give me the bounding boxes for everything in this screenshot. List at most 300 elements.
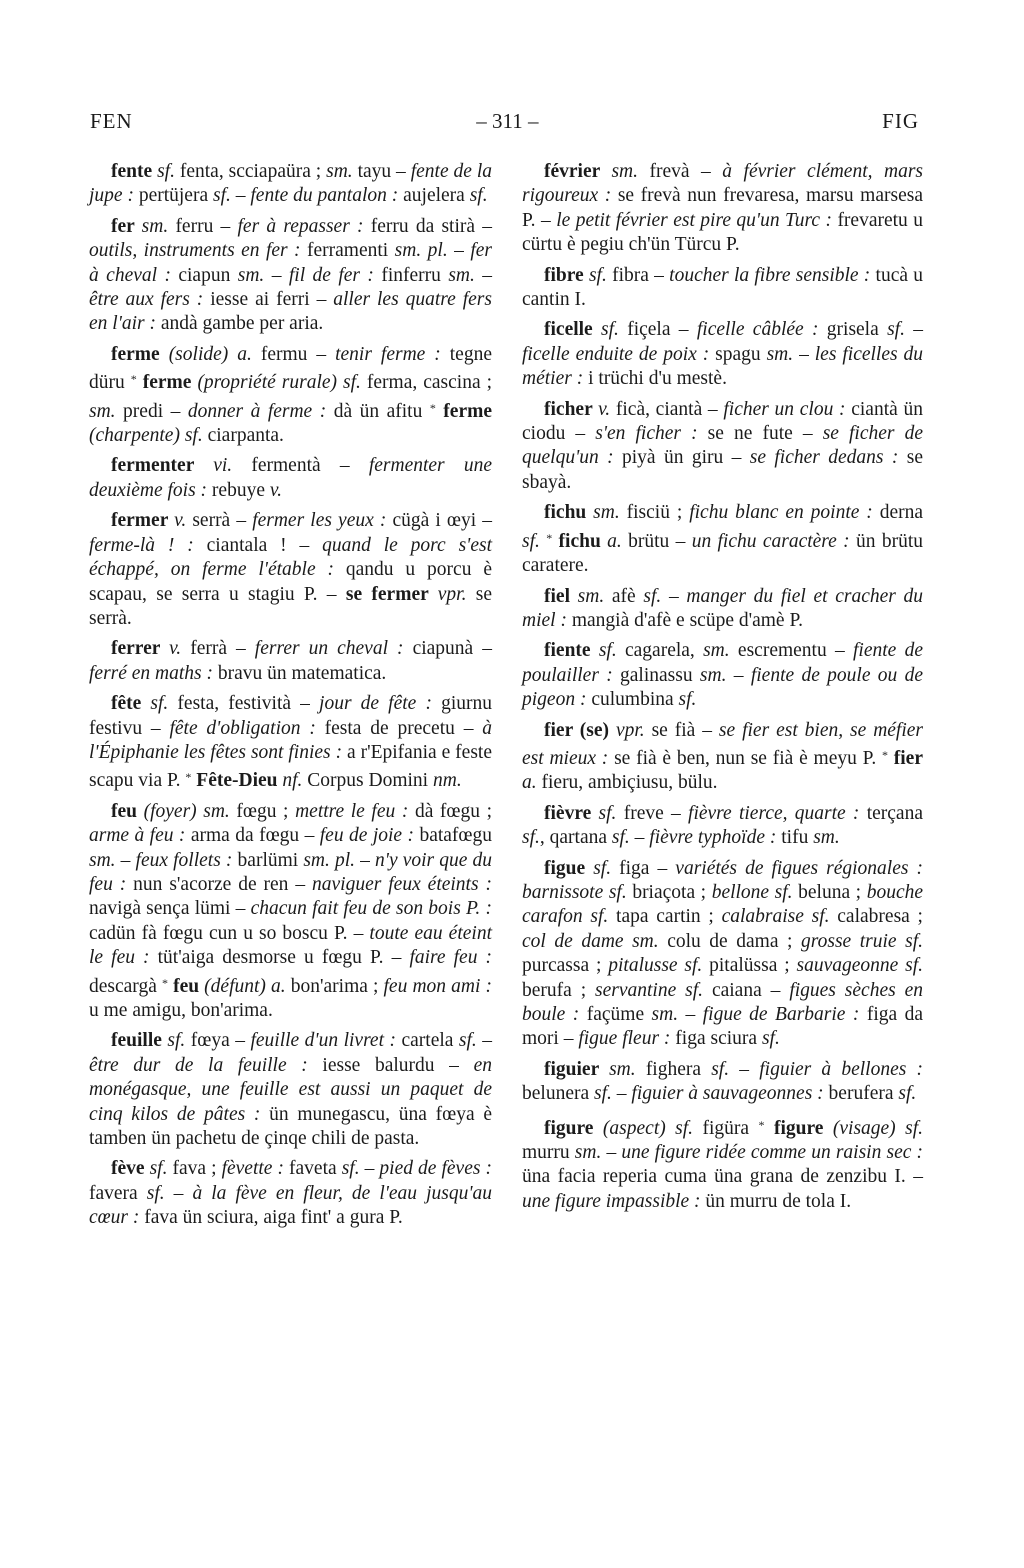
page-number: – 311 – xyxy=(476,109,539,133)
headword: ficher xyxy=(544,398,599,420)
entry-text: à la fève en fleur, de l'eau jusqu'au cœur : xyxy=(89,1182,493,1229)
entry-text: fermenter une deuxième fois : xyxy=(89,455,492,501)
headword: ferme xyxy=(111,343,169,365)
entry-fiente xyxy=(522,639,923,712)
entry-text: barlümi xyxy=(237,849,304,871)
entry-text: (défunt) a. xyxy=(204,975,291,997)
entry-text: escrementu – xyxy=(737,640,854,662)
entry-text: calabraise sf. xyxy=(721,906,838,928)
headword: fichu xyxy=(544,502,594,524)
entry-text: tayu – xyxy=(357,161,411,182)
entry-text: ciapunà – xyxy=(412,638,492,660)
headword: feu xyxy=(111,800,144,822)
entry-text: – xyxy=(616,1083,632,1105)
entry-text: – xyxy=(799,343,815,365)
entry-text: arma da fœgu – xyxy=(190,825,320,847)
entry-text: toucher la fibre sensible : xyxy=(669,264,876,286)
entry-text: sf. xyxy=(643,585,669,607)
entry-text: Corpus Domini xyxy=(307,770,433,792)
entry-text: ferré en maths : xyxy=(89,662,218,684)
entry-text: brütu – xyxy=(628,530,692,552)
entry-text: le petit février est pire qu'un Turc : xyxy=(556,209,838,231)
entry-text: figue fleur : xyxy=(578,1028,676,1050)
entry-text: calabresa ; xyxy=(837,906,923,928)
entry-text: sm. xyxy=(609,1058,646,1080)
entry-text: briaçota ; xyxy=(632,881,712,903)
entry-text: fente du pantalon : xyxy=(250,185,404,207)
entry-text: batafœgu xyxy=(419,825,492,847)
entry-text: beluna ; xyxy=(798,881,867,903)
entry-text: se frevà nun frevaresa, marsu marsesa P. – xyxy=(522,185,923,231)
sense-separator: * xyxy=(161,975,168,990)
entry-text: pitalusse sf. xyxy=(608,955,710,977)
sense-separator: * xyxy=(758,1117,765,1132)
headword: ferme xyxy=(136,372,198,394)
entry-text: fava ün sciura, aiga fint' a gura P. xyxy=(144,1207,403,1229)
entry-text: (foyer) sm. xyxy=(143,800,237,822)
entry-text: feux follets : xyxy=(135,849,238,871)
entry-text: (propriété rurale) sf. xyxy=(197,372,367,394)
entry-text: ferrer un cheval : xyxy=(254,638,413,660)
entry-text: fighera xyxy=(645,1058,712,1080)
entry-text: – xyxy=(271,264,289,286)
entry-text: nm. xyxy=(432,770,462,792)
entry-text: sm. xyxy=(703,640,738,662)
entry-text: feu de joie : xyxy=(319,825,420,847)
entry-text: fer à repasser : xyxy=(237,215,371,237)
entry-text: une figure impassible : xyxy=(522,1190,706,1212)
entry-text: grisela xyxy=(826,319,888,341)
headword: feu xyxy=(167,975,205,997)
entry-text: – xyxy=(482,264,493,286)
headword: ferrer xyxy=(111,638,170,660)
entry-text: sf. xyxy=(611,827,635,849)
entry-text: spagu xyxy=(715,343,767,365)
entry-fermenter xyxy=(89,454,492,503)
entry-text: être dur de la feuille : xyxy=(89,1054,323,1076)
entry-text: aujelera xyxy=(403,185,470,207)
entry-text: fœya – xyxy=(190,1030,251,1052)
entry-text: se ficher de quelqu'un : xyxy=(522,423,923,469)
entry-fente xyxy=(89,160,492,209)
sense-separator: * xyxy=(429,400,436,415)
entry-text: piyà ün giru – xyxy=(622,447,750,469)
entry-text: descargà xyxy=(89,975,162,997)
headword: fermer xyxy=(111,510,175,532)
entry-text: berufera xyxy=(828,1083,899,1105)
entry-text: se ne fute – xyxy=(707,423,823,445)
entry-text: ferramenti xyxy=(307,240,395,262)
headword: ficelle xyxy=(544,319,602,341)
entry-text: sf. xyxy=(711,1058,740,1080)
right-column xyxy=(522,160,923,1220)
entry-text: a. xyxy=(522,772,542,794)
entry-text: chacun fait feu de son bois P. : xyxy=(250,898,492,920)
entry-text: belunera xyxy=(522,1083,595,1105)
entry-text: jour de fête : xyxy=(319,693,442,715)
entry-text: colu de dama ; xyxy=(667,930,801,952)
entry-text: fèvette : xyxy=(221,1158,290,1180)
entry-text: se fià – xyxy=(651,719,719,741)
entry-text: une figure ridée comme un raisin sec : xyxy=(621,1142,924,1164)
headword: fermenter xyxy=(111,455,214,477)
entry-text: ciantà ün ciodu – xyxy=(522,398,923,445)
entry-text: tifu xyxy=(781,827,814,849)
entry-text: v. xyxy=(269,479,282,501)
entry-text: figa da mori – xyxy=(522,1004,923,1050)
entry-text: se fier est bien, se méfier est mieux : xyxy=(522,719,924,769)
entry-text: derna xyxy=(879,502,924,524)
sense-separator: * xyxy=(130,372,137,387)
entry-text: figuier à sauvageonnes : xyxy=(631,1083,829,1105)
entry-text: caiana – xyxy=(711,979,790,1001)
entry-text: sm. xyxy=(766,343,800,365)
entry-text: sf. xyxy=(150,693,178,715)
entry-text: figuier à bellones : xyxy=(759,1058,924,1080)
entry-text: ficelle câblée : xyxy=(696,319,827,341)
entry-text: ün murru de tola I. xyxy=(705,1190,852,1212)
entry-text: fièvre tierce, quarte : xyxy=(688,802,867,824)
entry-text: – xyxy=(120,849,136,871)
entry-feu xyxy=(89,800,492,1024)
entry-text: sm. xyxy=(89,849,121,871)
entry-text: pied de fèves : xyxy=(379,1158,492,1180)
entry-text: u me amigu, bon'arima. xyxy=(89,1000,273,1021)
entry-text: ün brütu caratere. xyxy=(522,530,923,577)
entry-text: sf. xyxy=(213,185,236,207)
entry-text: sf. xyxy=(594,1083,617,1105)
entry-text: en monégasque, une feuille est aussi un paquet de cinq kilos de pâtes : xyxy=(89,1054,492,1125)
entry-fiel xyxy=(522,585,923,634)
entry-text: cartela xyxy=(401,1030,459,1052)
entry-fibre xyxy=(522,264,923,313)
entry-text: galinassu xyxy=(620,664,700,686)
entry-text: façüme xyxy=(586,1004,652,1025)
entry-text: fièvre typhoïde : xyxy=(649,827,782,849)
entry-text: sf. xyxy=(598,802,624,824)
entry-fichu xyxy=(522,501,923,578)
entry-text: v. xyxy=(174,510,193,532)
entry-fievre xyxy=(522,802,923,851)
entry-text: sm. xyxy=(651,1004,686,1025)
entry-text: tapa cartin ; xyxy=(616,906,722,928)
entry-text: iesse ai ferri – xyxy=(210,289,334,311)
entry-text: donner à ferme : xyxy=(187,400,334,422)
entry-text: se sbayà. xyxy=(522,447,923,493)
entry-text: – xyxy=(482,1030,493,1052)
headword: figue xyxy=(544,857,594,879)
entry-text: vpr. xyxy=(615,719,652,741)
entry-text: fiçela – xyxy=(627,319,697,341)
entry-text: sm. xyxy=(326,161,358,182)
entry-text: dà ün afitu xyxy=(333,400,430,422)
entry-text: freve – xyxy=(623,802,689,824)
entry-text: sf. xyxy=(458,1030,483,1052)
entry-text: manger du fiel et cracher du miel : xyxy=(522,585,924,631)
header-left-guideword: FEN xyxy=(90,109,133,133)
entry-text: ferrà – xyxy=(190,638,255,660)
entry-text: fermentà – xyxy=(251,455,369,477)
entry-text: feu mon ami : xyxy=(383,975,492,997)
entry-text: variétés de figues régionales : barnissote sf. xyxy=(522,857,923,903)
entry-text: naviguer feux éteints : xyxy=(312,873,492,895)
entry-text: vpr. xyxy=(437,583,476,605)
entry-text: se fià è ben, nun se fià è meyu P. xyxy=(614,747,882,769)
entry-fete xyxy=(89,692,492,794)
entry-text: dà fœgu ; xyxy=(414,800,493,822)
entry-text: se ficher dedans : xyxy=(749,447,907,469)
entry-text: giurnu festivu – xyxy=(89,693,492,739)
entry-ficelle xyxy=(522,318,923,391)
entry-text: sm. xyxy=(577,585,612,607)
entry-text: v. xyxy=(598,398,616,420)
entry-text: frevaretu u cürtu è pegiu ch'ün Türcu P. xyxy=(522,209,923,256)
entry-text: i trüchi d'u mestè. xyxy=(588,368,727,390)
entry-text: sf. xyxy=(167,1030,191,1052)
entry-text: fer à cheval : xyxy=(89,240,493,286)
headword: Fête-Dieu xyxy=(191,770,283,792)
entry-text: à l'Épiphanie les fêtes sont finies : xyxy=(89,717,493,763)
entry-text: n'y voir que du feu : xyxy=(89,849,493,895)
entry-text: – xyxy=(360,849,376,871)
headword: fève xyxy=(111,1158,150,1180)
entry-figue xyxy=(522,857,923,1052)
sense-separator: * xyxy=(185,770,192,785)
headword: figure xyxy=(544,1117,603,1139)
entry-text: sm. xyxy=(593,502,627,524)
entry-figure xyxy=(522,1113,923,1215)
entry-text: tenir ferme : xyxy=(335,343,450,365)
entry-text: tüt'aiga desmorse u fœgu P. – xyxy=(157,947,410,969)
entry-text: sf. xyxy=(469,185,488,207)
sense-separator: * xyxy=(881,747,888,762)
entry-text: nun s'acorze de ren – xyxy=(133,873,313,895)
entry-figuier xyxy=(522,1058,923,1107)
header-right-guideword: FIG xyxy=(882,109,919,133)
entry-text: les ficelles du métier : xyxy=(522,343,924,390)
entry-text: sf. xyxy=(678,689,697,711)
entry-text: quand le porc s'est échappé, on ferme l'étable : xyxy=(89,534,492,581)
entry-text: un fichu caractère : xyxy=(691,530,856,552)
entry-text: figues sèches en boule : xyxy=(522,979,923,1025)
entry-text: bellone sf. xyxy=(711,881,799,903)
entry-text: être aux fers : xyxy=(89,289,211,311)
entry-feuille xyxy=(89,1029,492,1151)
entry-text: ficà, ciantà – xyxy=(615,398,724,420)
entry-text: mangià d'afè e scüpe d'amè P. xyxy=(571,609,804,631)
entry-fevrier xyxy=(522,160,923,258)
entry-text: pitalüssa ; xyxy=(709,955,797,977)
entry-text: faveta xyxy=(289,1158,342,1180)
entry-text: finferru xyxy=(381,264,449,286)
entry-text: cügà i œyi – xyxy=(392,510,493,532)
headword: feuille xyxy=(111,1030,168,1052)
entry-text: – xyxy=(173,1182,193,1204)
entry-text: vi. xyxy=(213,455,252,477)
entry-text: sm. xyxy=(448,264,483,286)
entry-text: ferma, cascina ; xyxy=(366,372,493,394)
headword: fibre xyxy=(544,264,589,286)
entry-text: tucà u cantin I. xyxy=(522,264,924,311)
entry-text: murru xyxy=(522,1142,575,1164)
entry-text: fiente de poule ou de pigeon : xyxy=(522,664,924,711)
entry-text: – xyxy=(733,664,751,686)
entry-text: se serrà. xyxy=(89,583,492,629)
entry-text: – xyxy=(634,827,650,849)
entry-text: (visage) sf. xyxy=(832,1117,924,1139)
entry-text: mettre le feu : xyxy=(295,800,415,822)
headword: fier (se) xyxy=(544,719,616,741)
entry-text: tegne düru xyxy=(89,343,492,394)
left-column xyxy=(89,160,492,1237)
headword: février xyxy=(544,161,612,182)
entry-text: feuille d'un livret : xyxy=(250,1030,402,1052)
headword: fer xyxy=(111,215,142,237)
sense-separator: * xyxy=(546,530,553,545)
entry-text: fœgu ; xyxy=(236,800,296,822)
headword: fichu xyxy=(552,530,608,552)
entry-text: toute eau éteint le feu : xyxy=(89,922,492,969)
entry-text: fil de fer : xyxy=(288,264,382,286)
entry-text: – xyxy=(685,1004,703,1025)
entry-text: col de dame sm. xyxy=(522,930,668,952)
entry-text: fête d'obligation : xyxy=(169,717,325,739)
entry-text: – xyxy=(606,1142,622,1164)
entry-text: frevà – xyxy=(649,161,723,182)
entry-text: sf. xyxy=(157,161,180,182)
entry-text: sm. xyxy=(237,264,272,286)
entry-text: sf. xyxy=(593,857,620,879)
headword: fiente xyxy=(544,640,599,662)
entry-text: outils, instruments en fer : xyxy=(89,240,307,262)
entry-ferme xyxy=(89,343,492,449)
headword: ferme xyxy=(435,400,493,422)
entry-text: fenta, scciapaüra ; xyxy=(179,161,327,182)
entry-text: bravu ün matematica. xyxy=(217,662,387,684)
entry-text: ficelle enduite de poix : xyxy=(522,343,716,365)
entry-text: afè xyxy=(611,585,644,607)
entry-text: fichu blanc en pointe : xyxy=(689,502,880,524)
entry-text: ciantala ! – xyxy=(206,534,323,556)
entry-text: fente de la jupe : xyxy=(89,161,492,207)
entry-text: bon'arima ; xyxy=(290,975,384,997)
page-header xyxy=(90,109,919,134)
entry-text: sf. xyxy=(588,264,613,286)
entry-text: – xyxy=(364,1158,380,1180)
entry-text: rebuye xyxy=(211,479,270,501)
entry-text: pertüjera xyxy=(138,185,213,207)
entry-text: fibra – xyxy=(612,264,670,286)
entry-text: – xyxy=(739,1058,760,1080)
entry-text: sf. xyxy=(146,1182,174,1204)
headword: figure xyxy=(764,1117,833,1139)
entry-fier-se xyxy=(522,719,923,796)
entry-text: sf. xyxy=(601,319,628,341)
entry-text: iesse balurdu – xyxy=(322,1054,474,1076)
headword: fiel xyxy=(544,585,578,607)
entry-text: sf. xyxy=(598,640,625,662)
entry-text: festa, festività – xyxy=(177,693,320,715)
entry-text: figa – xyxy=(619,857,676,879)
entry-text: serrà – xyxy=(192,510,253,532)
entry-text: (aspect) sf. xyxy=(602,1117,703,1139)
headword: fête xyxy=(111,693,151,715)
entry-text: figa sciura xyxy=(675,1028,762,1050)
entry-text: ficher un clou : xyxy=(723,398,852,420)
entry-text: navigà sença lümi – xyxy=(89,898,251,920)
entry-text: – xyxy=(668,585,687,607)
entry-feve xyxy=(89,1157,492,1230)
headword: fier xyxy=(887,747,923,769)
entry-text: berufa ; xyxy=(522,979,596,1001)
entry-text: grosse truie sf. xyxy=(801,930,923,952)
entry-text: ferme-là ! : xyxy=(89,534,207,556)
headword: figuier xyxy=(544,1058,610,1080)
entry-text: a. xyxy=(607,530,629,552)
entry-text: à février clément, mars rigoureux : xyxy=(522,161,924,207)
entry-text: nf. xyxy=(282,770,308,792)
entry-text: fiente de poulailler : xyxy=(522,640,924,686)
entry-text: sm. xyxy=(141,215,176,237)
entry-text: sm. xyxy=(699,664,734,686)
entry-text: faire feu : xyxy=(409,947,493,969)
entry-ficher xyxy=(522,398,923,496)
headword: se fermer xyxy=(345,583,438,605)
entry-text: ferru – xyxy=(175,215,238,237)
entry-text: sf. xyxy=(522,827,540,849)
entry-text: sf. xyxy=(149,1158,173,1180)
entry-text: fermer les yeux : xyxy=(252,510,393,532)
entry-text: sm. pl. xyxy=(303,849,361,871)
entry-text: ciarpanta. xyxy=(207,425,284,447)
entry-text: – xyxy=(454,240,471,262)
entry-text: sm. pl. xyxy=(394,240,455,262)
entry-text: cagarela, xyxy=(625,640,704,662)
headword: fièvre xyxy=(544,802,599,824)
entry-text: andà gambe per aria. xyxy=(160,313,324,335)
entry-text: fieru, ambiçiusu, bülu. xyxy=(541,772,718,794)
headword: fente xyxy=(111,161,158,182)
entry-text: culumbina xyxy=(591,689,679,711)
entry-text: (solide) a. xyxy=(168,343,261,365)
entry-text: sm. xyxy=(89,400,124,422)
entry-text: festa de precetu – xyxy=(324,717,483,739)
entry-text: sm. xyxy=(813,827,840,849)
entry-text: sm. xyxy=(611,161,650,182)
entry-text: fava ; xyxy=(172,1158,222,1180)
entry-text: a r'Epifania e feste scapu via P. xyxy=(89,741,492,792)
entry-text: figue de Barbarie : xyxy=(702,1004,867,1025)
entry-text: sf. xyxy=(522,530,547,552)
entry-text: (charpente) sf. xyxy=(89,425,208,447)
entry-text: , qartana xyxy=(539,827,612,849)
entry-text: predi – xyxy=(123,400,188,422)
entry-ferrer xyxy=(89,637,492,686)
entry-fermer xyxy=(89,509,492,631)
entry-text: sm. xyxy=(574,1142,607,1164)
entry-text: qandu u porcu è scapau, se serra u stagiu P. – xyxy=(89,559,492,605)
entry-text: sf. xyxy=(761,1028,780,1050)
entry-text: figüra xyxy=(702,1117,759,1139)
entry-text: – xyxy=(913,319,923,341)
entry-text: ün munegascu, üna fœya è tamben ün pachetu de çinqe chili de pasta. xyxy=(89,1103,492,1150)
entry-text: fisciü ; xyxy=(626,502,690,524)
entry-text: terçana xyxy=(866,802,923,824)
entry-text: aller les quatre fers en l'air : xyxy=(89,289,492,335)
entry-text: ferru da stirà – xyxy=(370,215,492,237)
entry-text: bouche carafon sf. xyxy=(522,881,923,928)
entry-text: sf. xyxy=(341,1158,365,1180)
